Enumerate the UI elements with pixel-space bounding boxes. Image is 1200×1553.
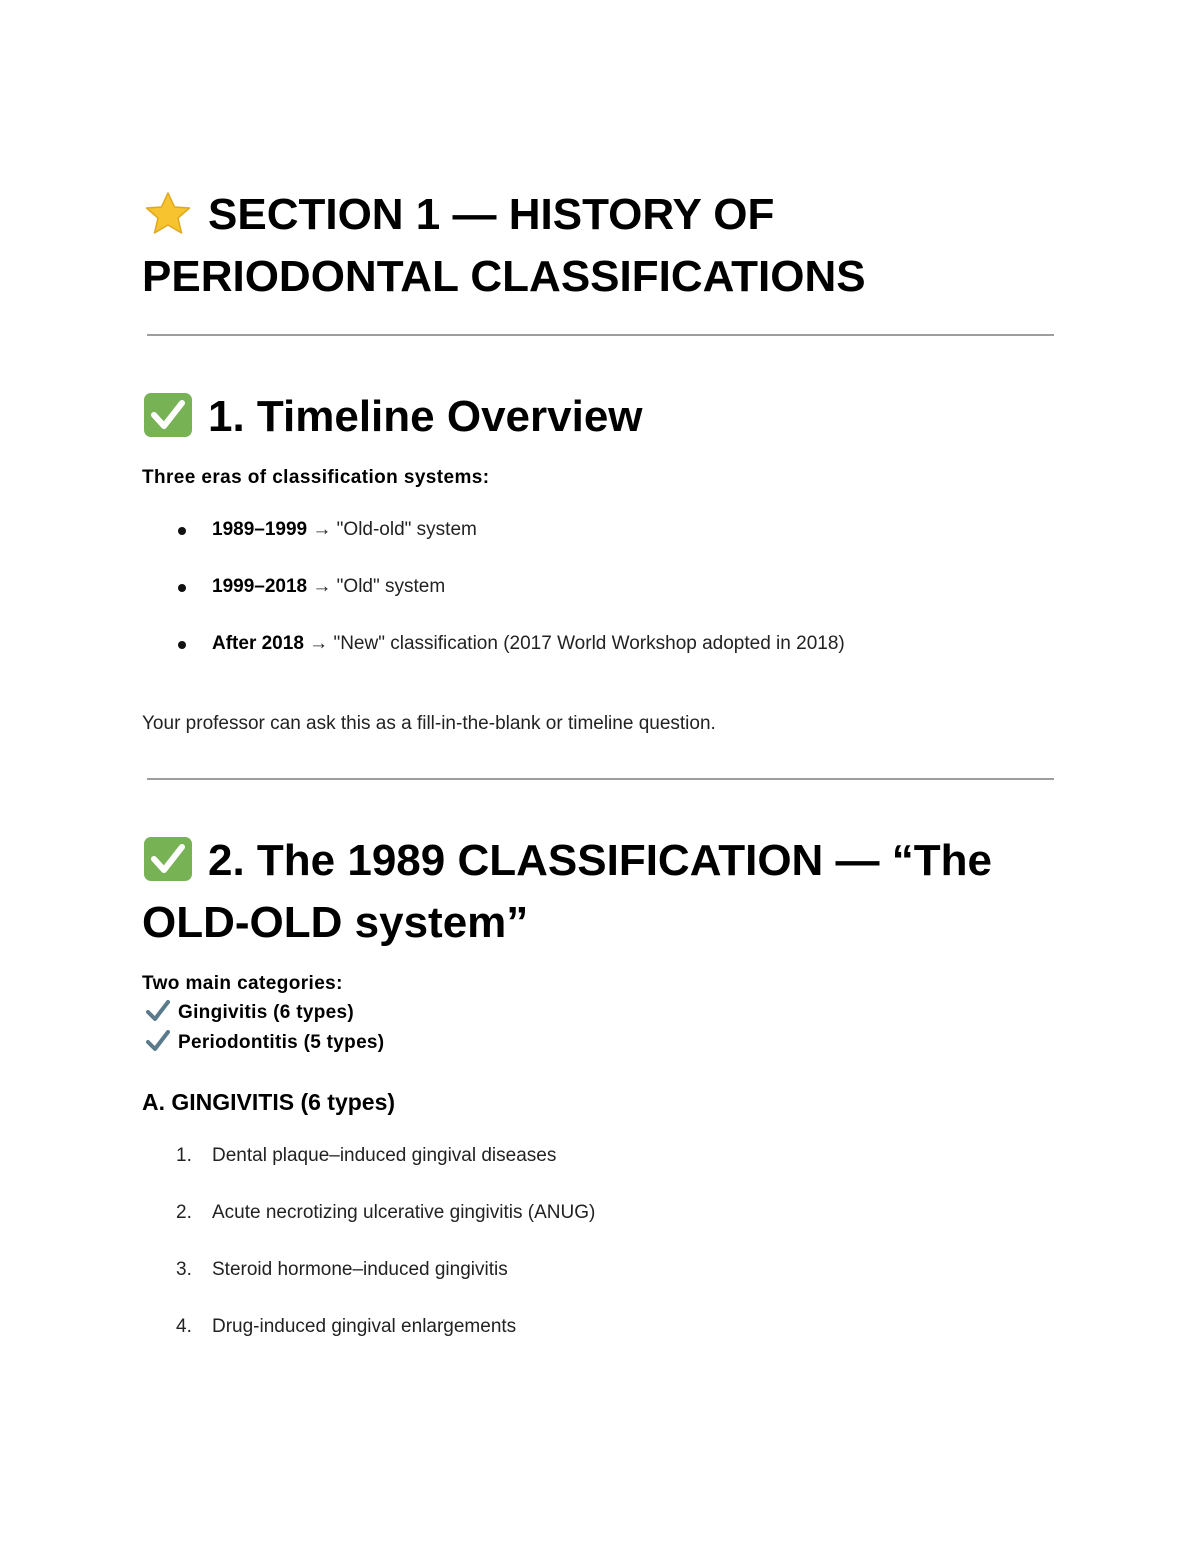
timeline-note: Your professor can ask this as a fill-in-the-blank or timeline question. bbox=[142, 713, 716, 734]
bullet-icon bbox=[178, 641, 186, 649]
document-page bbox=[142, 184, 1057, 1341]
list-item bbox=[142, 630, 1057, 658]
list-item-text: Acute necrotizing ulcerative gingivitis (ANUG) bbox=[212, 1202, 596, 1223]
timeline-heading bbox=[142, 386, 1057, 448]
category-text: Periodontitis (5 types) bbox=[178, 1032, 385, 1053]
list-item: 3. Steroid hormone–induced gingivitis bbox=[176, 1259, 508, 1280]
list-item bbox=[142, 573, 1057, 601]
check-mark-icon bbox=[146, 1030, 170, 1052]
timeline-heading-text: 1. Timeline Overview bbox=[208, 392, 643, 441]
list-item-text: Steroid hormone–induced gingivitis bbox=[212, 1259, 508, 1280]
list-item-text: Dental plaque–induced gingival diseases bbox=[212, 1145, 557, 1166]
timeline-range: 1999–2018 bbox=[212, 576, 308, 597]
gingivitis-subheading: A. GINGIVITIS (6 types) bbox=[142, 1089, 396, 1115]
timeline-range: 1989–1999 bbox=[212, 519, 308, 540]
section-title bbox=[142, 184, 1057, 308]
list-item: 4. Drug-induced gingival enlargements bbox=[176, 1316, 517, 1337]
list-item: 1. Dental plaque–induced gingival diseases bbox=[176, 1145, 557, 1166]
check-box-icon bbox=[142, 392, 194, 436]
star-icon bbox=[142, 190, 194, 234]
category-periodontitis bbox=[142, 1028, 1057, 1058]
categories-intro: Two main categories: bbox=[142, 973, 343, 994]
timeline-text: → "Old" system bbox=[307, 576, 446, 597]
list-item bbox=[142, 516, 1057, 544]
category-text: Gingivitis (6 types) bbox=[178, 1002, 354, 1023]
timeline-list bbox=[142, 516, 1057, 658]
classification-1989-heading-text: 2. The 1989 CLASSIFICATION — “The OLD-OLD system” bbox=[142, 836, 992, 947]
timeline-text: → "Old-old" system bbox=[307, 519, 477, 540]
gingivitis-list bbox=[142, 1142, 1057, 1341]
classification-1989-heading bbox=[142, 830, 1057, 954]
list-item-text: Drug-induced gingival enlargements bbox=[212, 1316, 517, 1337]
list-item: 2. Acute necrotizing ulcerative gingivitis (ANUG) bbox=[176, 1202, 596, 1223]
section-title-text: SECTION 1 — HISTORY OF PERIODONTAL CLASSIFICATIONS bbox=[142, 190, 866, 301]
bullet-icon bbox=[178, 584, 186, 592]
bullet-icon bbox=[178, 527, 186, 535]
check-mark-icon bbox=[146, 1000, 170, 1022]
timeline-intro: Three eras of classification systems: bbox=[142, 467, 490, 488]
check-box-icon bbox=[142, 836, 194, 880]
timeline-text: → "New" classification (2017 World Workshop adopted in 2018) bbox=[303, 633, 845, 654]
timeline-range: After 2018 bbox=[212, 633, 304, 654]
category-gingivitis bbox=[142, 998, 1057, 1028]
